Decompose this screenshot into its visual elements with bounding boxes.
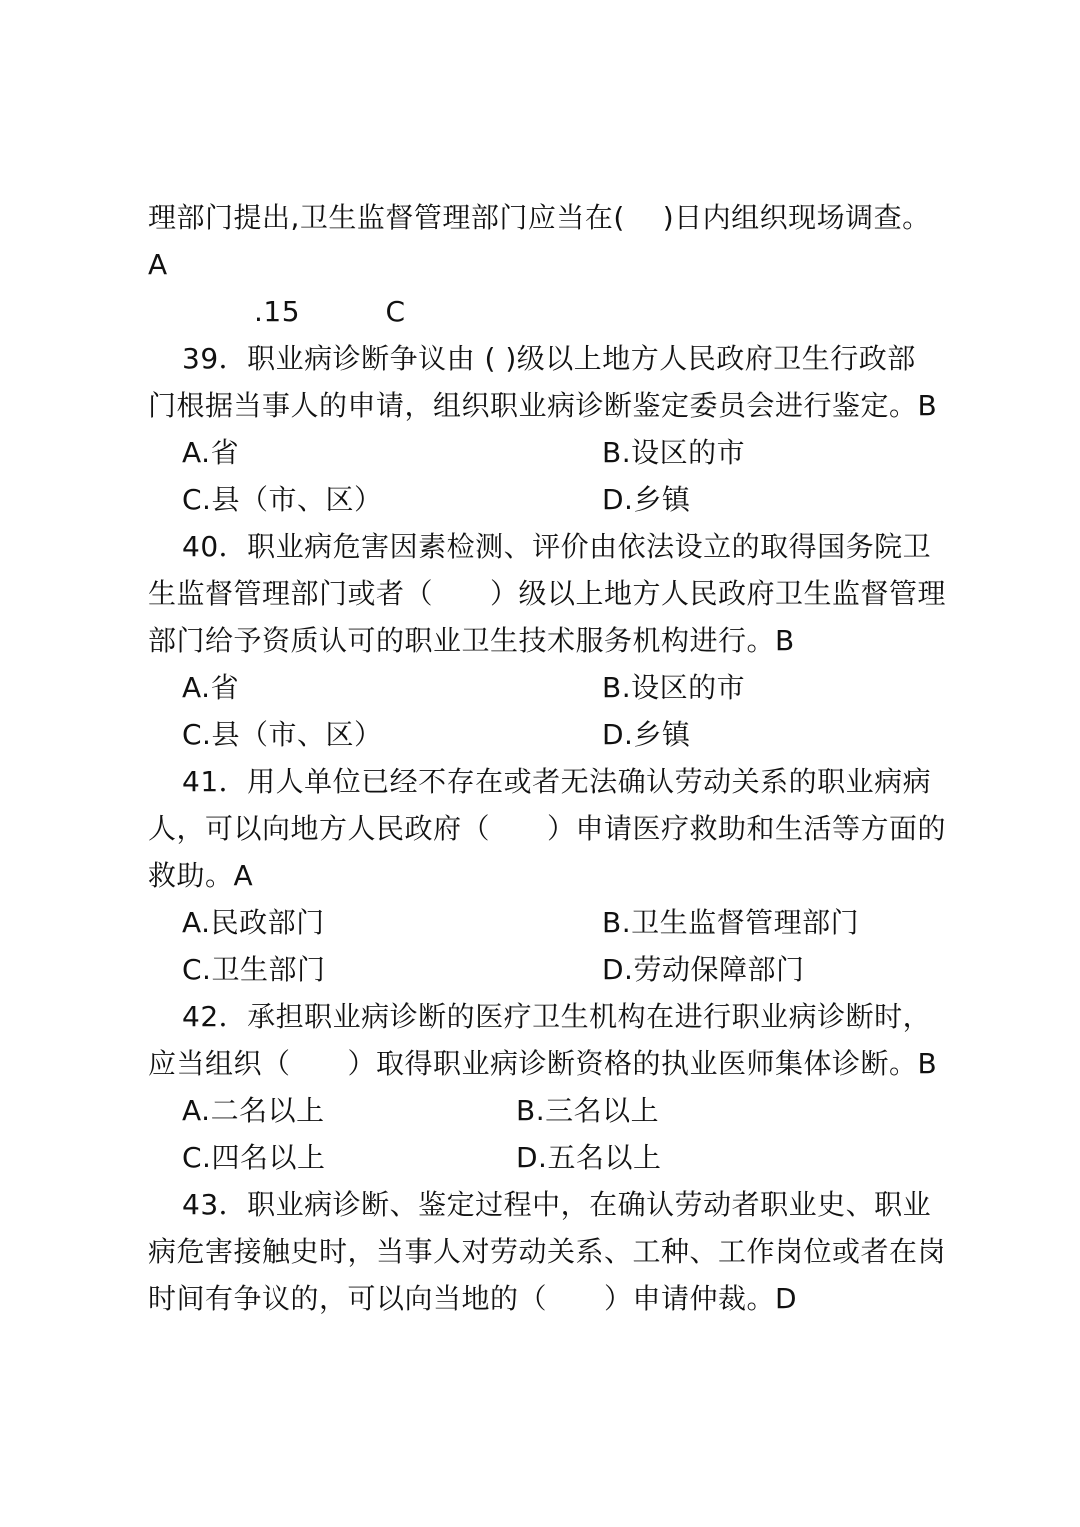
question-41-option-b: B.卫生监督管理部门 [602,906,860,939]
question-42-option-a: A.二名以上 [182,1094,325,1127]
question-40-option-c: C.县（市、区） [182,718,383,751]
question-42-line-2: 应当组织（ ）取得职业病诊断资格的执业医师集体诊断。B [148,1047,938,1080]
continuation-fragment: .15 C [254,295,406,328]
question-43-line-3: 时间有争议的，可以向当地的（ ）申请仲裁。D [148,1282,798,1315]
continuation-answer: A [148,248,168,281]
question-39-line-1: 39．职业病诊断争议由 ( )级以上地方人民政府卫生行政部 [182,342,916,375]
question-40-line-2: 生监督管理部门或者（ ）级以上地方人民政府卫生监督管理 [148,577,947,610]
question-42-line-1: 42．承担职业病诊断的医疗卫生机构在进行职业病诊断时， [182,1000,932,1033]
question-40-line-3: 部门给予资质认可的职业卫生技术服务机构进行。B [148,624,795,657]
question-42-option-b: B.三名以上 [516,1094,660,1127]
continuation-text: 理部门提出,卫生监督管理部门应当在( )日内组织现场调查。 [148,201,931,234]
question-42-option-c: C.四名以上 [182,1141,326,1174]
question-43-line-1: 43．职业病诊断、鉴定过程中，在确认劳动者职业史、职业 [182,1188,932,1221]
question-43-line-2: 病危害接触史时，当事人对劳动关系、工种、工作岗位或者在岗 [148,1235,947,1268]
question-39-option-b: B.设区的市 [602,436,746,469]
question-40-option-b: B.设区的市 [602,671,746,704]
question-41-line-1: 41．用人单位已经不存在或者无法确认劳动关系的职业病病 [182,765,932,798]
question-40-line-1: 40．职业病危害因素检测、评价由依法设立的取得国务院卫 [182,530,932,563]
question-41-option-a: A.民政部门 [182,906,325,939]
question-42-option-d: D.五名以上 [516,1141,662,1174]
question-40-option-d: D.乡镇 [602,718,691,751]
question-41-line-2: 人，可以向地方人民政府（ ）申请医疗救助和生活等方面的 [148,812,947,845]
question-39-line-2: 门根据当事人的申请，组织职业病诊断鉴定委员会进行鉴定。B [148,389,938,422]
question-41-option-d: D.劳动保障部门 [602,953,805,986]
question-39-option-c: C.县（市、区） [182,483,383,516]
question-41-line-3: 救助。A [148,859,254,892]
question-40-option-a: A.省 [182,671,240,704]
question-39-option-d: D.乡镇 [602,483,691,516]
question-39-option-a: A.省 [182,436,240,469]
question-41-option-c: C.卫生部门 [182,953,326,986]
